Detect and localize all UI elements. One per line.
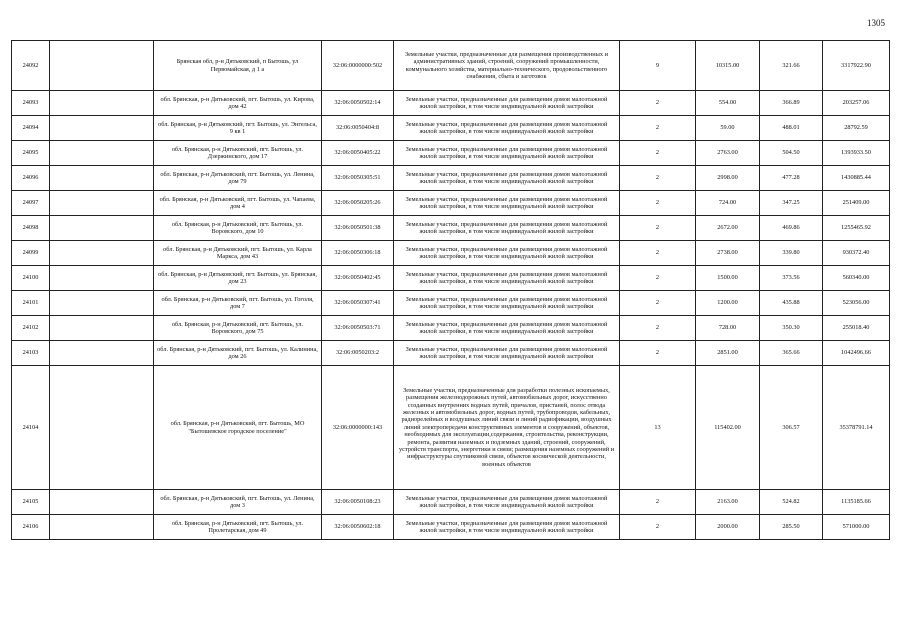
address-cell: обл. Брянская, р-н Дятьковский, пгт. Бытошь, МО "Бытошевское городское поселение" — [154, 366, 322, 490]
land-use-cell: Земельные участки, предназначенные для размещения домов малоэтажной жилой застройки, в том числе индивидуальной жилой застройки — [394, 341, 620, 366]
specific-value-cell: 524.82 — [760, 490, 823, 515]
cadastral-value-cell: 1255465.92 — [823, 216, 890, 241]
land-use-cell: Земельные участки, предназначенные для разработки полезных ископаемых, размещения железнодорожных путей, автомобильных дорог, искусственно созданных внутренних водных путей, причалов, пристаней, полос отвода железных и автомобильных дорог, водных путей, трубопроводов, кабельных, радиорелейных и воздушных линий связи и линий радиофикации, воздушных линий электропередачи конструктивных элементов и сооружений, объектов, необходимых для эксплуатации,содержания, строительства, реконструкции, ремонта, развития наземных и подземных зданий, строений, сооружений, устройств транспорта, энергетики и связи; размещения наземных сооружений и инфраструктуры спутниковой связи, объектов космической деятельности, военных объектов — [394, 366, 620, 490]
table-row — [12, 116, 890, 141]
row-number-cell: 24106 — [12, 515, 50, 540]
land-use-cell: Земельные участки, предназначенные для размещения домов малоэтажной жилой застройки, в том числе индивидуальной жилой застройки — [394, 515, 620, 540]
spacer-cell — [50, 191, 154, 216]
area-cell: 2672.00 — [696, 216, 760, 241]
table-row — [12, 216, 890, 241]
area-cell: 554.00 — [696, 91, 760, 116]
area-cell: 2738.00 — [696, 241, 760, 266]
table-row — [12, 316, 890, 341]
land-use-cell: Земельные участки, предназначенные для размещения домов малоэтажной жилой застройки, в том числе индивидуальной жилой застройки — [394, 241, 620, 266]
area-cell: 1500.00 — [696, 266, 760, 291]
row-number-cell: 24101 — [12, 291, 50, 316]
category-cell: 2 — [620, 241, 696, 266]
row-number-cell: 24099 — [12, 241, 50, 266]
category-cell: 2 — [620, 166, 696, 191]
land-use-cell: Земельные участки, предназначенные для размещения домов малоэтажной жилой застройки, в том числе индивидуальной жилой застройки — [394, 216, 620, 241]
cadastral-value-cell: 930372.40 — [823, 241, 890, 266]
row-number-cell: 24096 — [12, 166, 50, 191]
address-cell: обл. Брянская, р-н Дятьковский, пгт. Бытошь, ул. Дзержинского, дом 17 — [154, 141, 322, 166]
specific-value-cell: 366.89 — [760, 91, 823, 116]
cadastral-value-cell: 1430885.44 — [823, 166, 890, 191]
spacer-cell — [50, 166, 154, 191]
specific-value-cell: 339.80 — [760, 241, 823, 266]
area-cell: 728.00 — [696, 316, 760, 341]
address-cell: обл. Брянская, р-н Дятьковский, пгт. Бытошь, ул. Карла Маркса, дом 43 — [154, 241, 322, 266]
cadastral-number-cell: 32:06:0050306:18 — [322, 241, 394, 266]
category-cell: 2 — [620, 316, 696, 341]
category-cell: 2 — [620, 490, 696, 515]
cadastral-value-cell: 1042496.66 — [823, 341, 890, 366]
area-cell: 2000.00 — [696, 515, 760, 540]
spacer-cell — [50, 216, 154, 241]
spacer-cell — [50, 91, 154, 116]
table-row — [12, 141, 890, 166]
category-cell: 2 — [620, 291, 696, 316]
row-number-cell: 24100 — [12, 266, 50, 291]
specific-value-cell: 504.50 — [760, 141, 823, 166]
table-body — [12, 41, 890, 540]
spacer-cell — [50, 41, 154, 91]
specific-value-cell: 469.86 — [760, 216, 823, 241]
cadastral-number-cell: 32:06:0050108:23 — [322, 490, 394, 515]
cadastral-value-cell: 28792.59 — [823, 116, 890, 141]
specific-value-cell: 488.01 — [760, 116, 823, 141]
address-cell: обл. Брянская, р-н Дятьковский, пгт. Бытошь, ул. Ленина, дом 3 — [154, 490, 322, 515]
table-row — [12, 191, 890, 216]
address-cell: обл. Брянская, р-н Дятьковский, пгт. Бытошь, ул. Брянская, дом 23 — [154, 266, 322, 291]
page-number: 1305 — [867, 18, 885, 28]
row-number-cell: 24103 — [12, 341, 50, 366]
area-cell: 1200.00 — [696, 291, 760, 316]
address-cell: обл. Брянская, р-н Дятьковский, пгт. Бытошь, ул. Пролетарская, дом 49 — [154, 515, 322, 540]
row-number-cell: 24102 — [12, 316, 50, 341]
category-cell: 2 — [620, 116, 696, 141]
cadastral-number-cell: 32:06:0000000:143 — [322, 366, 394, 490]
cadastral-number-cell: 32:06:0050203:2 — [322, 341, 394, 366]
specific-value-cell: 347.25 — [760, 191, 823, 216]
spacer-cell — [50, 266, 154, 291]
cadastral-number-cell: 32:06:0050602:18 — [322, 515, 394, 540]
address-cell: обл. Брянская, р-н Дятьковский, пгт. Бытошь, ул. Воровского, дом 10 — [154, 216, 322, 241]
table-row — [12, 515, 890, 540]
address-cell: обл. Брянская, р-н Дятьковский, пгт. Бытошь, ул. Воровского, дом 75 — [154, 316, 322, 341]
area-cell: 724.00 — [696, 191, 760, 216]
spacer-cell — [50, 141, 154, 166]
table-row — [12, 166, 890, 191]
cadastral-number-cell: 32:06:0050205:26 — [322, 191, 394, 216]
category-cell: 2 — [620, 91, 696, 116]
address-cell: обл. Брянская, р-н Дятьковский, пгт. Бытошь, ул. Энгельса, 9 кв 1 — [154, 116, 322, 141]
area-cell: 59.00 — [696, 116, 760, 141]
cadastral-number-cell: 32:06:0050503:71 — [322, 316, 394, 341]
cadastral-number-cell: 32:06:0000000:502 — [322, 41, 394, 91]
category-cell: 2 — [620, 191, 696, 216]
cadastral-number-cell: 32:06:0050502:14 — [322, 91, 394, 116]
table-row — [12, 266, 890, 291]
row-number-cell: 24105 — [12, 490, 50, 515]
specific-value-cell: 285.50 — [760, 515, 823, 540]
address-cell: обл. Брянская, р-н Дятьковский, пгт. Бытошь, ул. Калинина, дом 26 — [154, 341, 322, 366]
table-row — [12, 41, 890, 91]
cadastral-value-cell: 1393933.50 — [823, 141, 890, 166]
specific-value-cell: 365.66 — [760, 341, 823, 366]
specific-value-cell: 477.28 — [760, 166, 823, 191]
category-cell: 13 — [620, 366, 696, 490]
land-use-cell: Земельные участки, предназначенные для размещения домов малоэтажной жилой застройки, в том числе индивидуальной жилой застройки — [394, 91, 620, 116]
area-cell: 2851.00 — [696, 341, 760, 366]
area-cell: 2998.00 — [696, 166, 760, 191]
row-number-cell: 24098 — [12, 216, 50, 241]
spacer-cell — [50, 116, 154, 141]
cadastral-value-cell: 560340.00 — [823, 266, 890, 291]
cadastral-value-cell: 523056.00 — [823, 291, 890, 316]
area-cell: 115402.00 — [696, 366, 760, 490]
cadastral-value-cell: 35378791.14 — [823, 366, 890, 490]
category-cell: 2 — [620, 515, 696, 540]
cadastral-value-cell: 571000.00 — [823, 515, 890, 540]
address-cell: Брянская обл, р-н Дятьковский, п Бытошь, ул Первомайская, д 1 а — [154, 41, 322, 91]
cadastral-value-cell: 1135185.66 — [823, 490, 890, 515]
row-number-cell: 24093 — [12, 91, 50, 116]
category-cell: 2 — [620, 141, 696, 166]
category-cell: 2 — [620, 216, 696, 241]
table-row — [12, 366, 890, 490]
land-use-cell: Земельные участки, предназначенные для размещения домов малоэтажной жилой застройки, в том числе индивидуальной жилой застройки — [394, 266, 620, 291]
specific-value-cell: 350.30 — [760, 316, 823, 341]
land-register-table — [11, 40, 890, 540]
land-use-cell: Земельные участки, предназначенные для размещения производственных и административных зданий, строений, сооружений промышленности, коммунального хозяйства, материально-технического, продовольственного снабжения, сбыта и заготовок — [394, 41, 620, 91]
land-use-cell: Земельные участки, предназначенные для размещения домов малоэтажной жилой застройки, в том числе индивидуальной жилой застройки — [394, 166, 620, 191]
spacer-cell — [50, 291, 154, 316]
land-use-cell: Земельные участки, предназначенные для размещения домов малоэтажной жилой застройки, в том числе индивидуальной жилой застройки — [394, 191, 620, 216]
spacer-cell — [50, 341, 154, 366]
specific-value-cell: 306.57 — [760, 366, 823, 490]
cadastral-value-cell: 251409.00 — [823, 191, 890, 216]
category-cell: 2 — [620, 266, 696, 291]
area-cell: 10315.00 — [696, 41, 760, 91]
spacer-cell — [50, 241, 154, 266]
address-cell: обл. Брянская, р-н Дятьковский, пгт. Бытошь, ул. Кирова, дом 42 — [154, 91, 322, 116]
cadastral-value-cell: 3317922.90 — [823, 41, 890, 91]
address-cell: обл. Брянская, р-н Дятьковский, пгт. Бытошь, ул. Гоголя, дом 7 — [154, 291, 322, 316]
specific-value-cell: 321.66 — [760, 41, 823, 91]
land-use-cell: Земельные участки, предназначенные для размещения домов малоэтажной жилой застройки, в том числе индивидуальной жилой застройки — [394, 291, 620, 316]
table-row — [12, 91, 890, 116]
cadastral-number-cell: 32:06:0050405:22 — [322, 141, 394, 166]
land-use-cell: Земельные участки, предназначенные для размещения домов малоэтажной жилой застройки, в том числе индивидуальной жилой застройки — [394, 141, 620, 166]
area-cell: 2763.00 — [696, 141, 760, 166]
land-use-cell: Земельные участки, предназначенные для размещения домов малоэтажной жилой застройки, в том числе индивидуальной жилой застройки — [394, 316, 620, 341]
address-cell: обл. Брянская, р-н Дятьковский, пгт. Бытошь, ул. Ленина, дом 79 — [154, 166, 322, 191]
address-cell: обл. Брянская, р-н Дятьковский, пгт. Бытошь, ул. Чапаева, дом 4 — [154, 191, 322, 216]
row-number-cell: 24104 — [12, 366, 50, 490]
table-row — [12, 490, 890, 515]
table-row — [12, 241, 890, 266]
table-row — [12, 341, 890, 366]
row-number-cell: 24092 — [12, 41, 50, 91]
cadastral-number-cell: 32:06:0050501:38 — [322, 216, 394, 241]
table-row — [12, 291, 890, 316]
row-number-cell: 24097 — [12, 191, 50, 216]
cadastral-number-cell: 32:06:0050402:45 — [322, 266, 394, 291]
spacer-cell — [50, 515, 154, 540]
cadastral-value-cell: 203257.06 — [823, 91, 890, 116]
category-cell: 9 — [620, 41, 696, 91]
category-cell: 2 — [620, 341, 696, 366]
spacer-cell — [50, 490, 154, 515]
row-number-cell: 24095 — [12, 141, 50, 166]
spacer-cell — [50, 316, 154, 341]
spacer-cell — [50, 366, 154, 490]
cadastral-number-cell: 32:06:0050305:51 — [322, 166, 394, 191]
cadastral-value-cell: 255018.40 — [823, 316, 890, 341]
land-use-cell: Земельные участки, предназначенные для размещения домов малоэтажной жилой застройки, в том числе индивидуальной жилой застройки — [394, 490, 620, 515]
row-number-cell: 24094 — [12, 116, 50, 141]
cadastral-number-cell: 32:06:0050404:8 — [322, 116, 394, 141]
specific-value-cell: 373.56 — [760, 266, 823, 291]
area-cell: 2163.00 — [696, 490, 760, 515]
cadastral-number-cell: 32:06:0050307:41 — [322, 291, 394, 316]
land-use-cell: Земельные участки, предназначенные для размещения домов малоэтажной жилой застройки, в том числе индивидуальной жилой застройки — [394, 116, 620, 141]
specific-value-cell: 435.88 — [760, 291, 823, 316]
